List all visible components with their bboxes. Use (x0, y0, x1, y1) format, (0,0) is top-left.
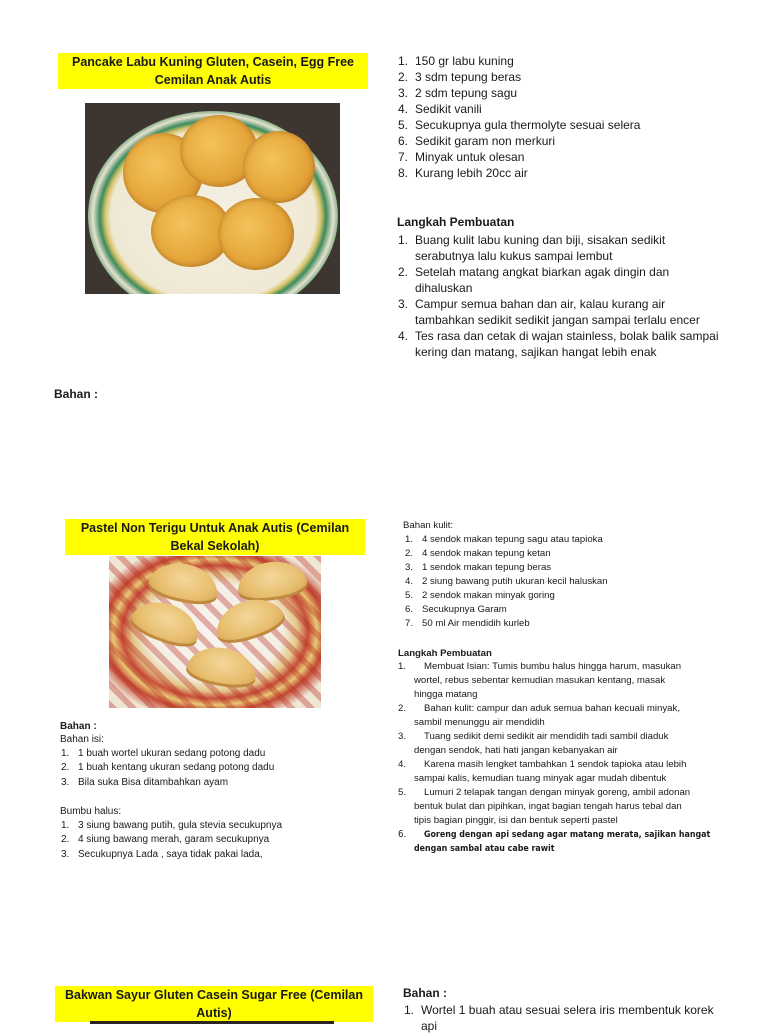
list-item: 1. 1 buah wortel ukuran sedang potong dadu (61, 748, 266, 759)
list-item: 2. Setelah matang angkat biarkan agak dingin dan dihaluskan (398, 265, 670, 295)
recipe2-title-line2: Bekal Sekolah) (170, 539, 260, 553)
list-item: 3. 1 sendok makan tepung beras (405, 562, 552, 573)
list-item: 3. Secukupnya Lada , saya tidak pakai lada, (61, 848, 263, 860)
list-item: 8. Kurang lebih 20cc air (398, 166, 528, 180)
list-item: 6. Secukupnya Garam (405, 604, 507, 615)
recipe3-title (55, 986, 373, 1022)
list-item: 3. 2 sdm tepung sagu (398, 86, 518, 100)
recipe1-title-line1: Pancake Labu Kuning Gluten, Casein, Egg Free (71, 55, 354, 69)
list-item: 1. Membuat Isian: Tumis bumbu halus hingga harum, masukan wortel, rebus sebentar kemudian masukan kentang, masak hingga matang (398, 661, 682, 700)
recipe1-bahan-label: Bahan : (54, 387, 99, 401)
recipe2-bahan-label: Bahan : (60, 721, 97, 732)
recipe2-bumbu-list (61, 819, 361, 862)
list-item: 2. 1 buah kentang ukuran sedang potong dadu (61, 762, 275, 774)
recipe3-title-line2: Autis) (196, 1006, 232, 1020)
recipe2-photo (109, 556, 321, 708)
recipe3-bahan-label: Bahan : (403, 986, 448, 1000)
list-item: 2. 4 siung bawang merah, garam secukupnya (61, 834, 270, 846)
list-item: 1. 3 siung bawang putih, gula stevia secukupnya (61, 820, 283, 831)
list-item: 5. Secukupnya gula thermolyte sesuai selera (398, 118, 641, 132)
list-item: 3. Bila suka Bisa ditambahkan ayam (61, 776, 229, 788)
recipe2-steps (398, 660, 738, 856)
recipe2-kulit-label: Bahan kulit: (403, 520, 454, 531)
recipe1-steps-heading: Langkah Pembuatan (397, 215, 515, 229)
list-item: 6. Sedikit garam non merkuri (398, 134, 556, 148)
list-item: 4. Karena masih lengket tambahkan 1 sendok tapioka atau lebih sampai kalis, kemudian tuang minyak agar mudah dibentuk (398, 759, 687, 784)
recipe1-ingredients (398, 53, 748, 181)
list-item: 4. 2 siung bawang putih ukuran kecil haluskan (405, 576, 608, 587)
list-item: 2. Bahan kulit: campur dan aduk semua bahan kecuali minyak, sambil menunggu air mendidih (398, 703, 680, 728)
list-item: 1. Buang kulit labu kuning dan biji, sisakan sedikit serabutnya lalu kukus sampai lembut (398, 233, 666, 263)
list-item: 1. 150 gr labu kuning (398, 54, 514, 68)
recipe2-isi-list (61, 747, 361, 790)
recipe2-bumbu-label: Bumbu halus: (60, 806, 122, 817)
list-item: 5. 2 sendok makan minyak goring (405, 590, 555, 601)
list-item: 7. 50 ml Air mendidih kurleb (405, 618, 530, 629)
list-item: 2. 3 sdm tepung beras (398, 70, 522, 84)
list-item: 7. Minyak untuk olesan (398, 150, 525, 164)
recipe3-title-line1: Bakwan Sayur Gluten Casein Sugar Free (Cemilan (64, 988, 363, 1002)
list-item: 3. Campur semua bahan dan air, kalau kurang air tambahkan sedikit sedikit jangan sampai terlalu encer (398, 297, 700, 327)
recipe2-title-line1: Pastel Non Terigu Untuk Anak Autis (Cemilan (80, 521, 350, 535)
recipe1-steps (398, 232, 738, 360)
list-item: 1. Wortel 1 buah atau sesuai selera iris membentuk korek api (404, 1003, 714, 1033)
recipe1-photo (85, 103, 340, 294)
list-item: 4. Sedikit vanili (398, 102, 482, 116)
recipe2-steps-heading: Langkah Pembuatan (398, 648, 492, 659)
list-item: 4. Tes rasa dan cetak di wajan stainless, bolak balik sampai kering dan matang, sajikan hangat lebih enak (398, 329, 719, 359)
list-item: 3. Tuang sedikit demi sedikit air mendidih tadi sambil diaduk dengan sendok, hati hati jangan kebanyakan air (398, 731, 669, 756)
recipe3-ingredients (404, 1002, 754, 1034)
list-item: 6. Goreng dengan api sedang agar matang merata, sajikan hangat dengan sambal atau cabe rawit (398, 829, 711, 854)
recipe1-title (58, 53, 368, 89)
list-item: 1. 4 sendok makan tepung sagu atau tapioka (405, 534, 603, 545)
recipe2-kulit-list (405, 533, 735, 631)
recipe2-title (65, 519, 365, 555)
recipe1-title-line2: Cemilan Anak Autis (154, 73, 272, 87)
recipe2-isi-label: Bahan isi: (60, 734, 104, 745)
list-item: 5. Lumuri 2 telapak tangan dengan minyak goreng, ambil adonan bentuk bulat dan pipihkan, ingat bagian tengah harus tebal dan tipis bagian pinggir, isi dan bentuk seperti pastel (398, 787, 691, 826)
list-item: 2. 4 sendok makan tepung ketan (405, 548, 551, 559)
